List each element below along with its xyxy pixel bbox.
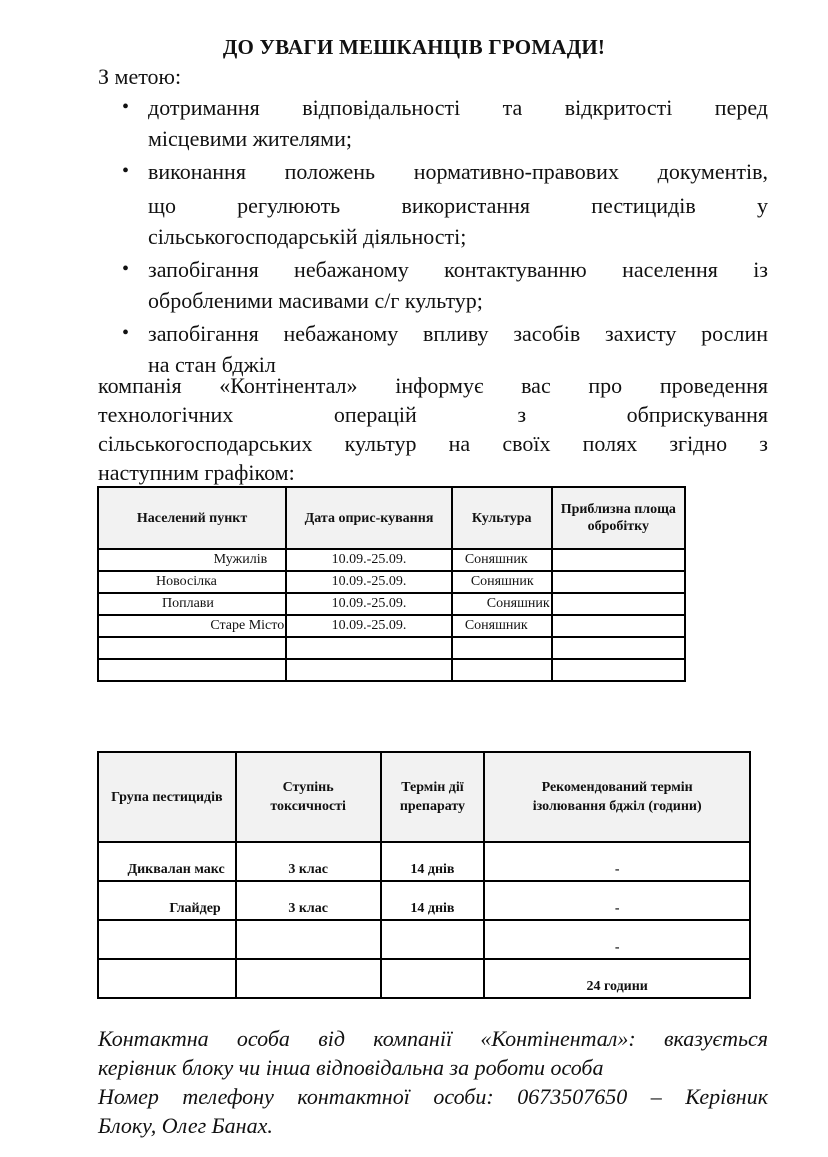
- contact-phone-line: Номер телефону контактної особи: 0673507650 – Керівник: [98, 1084, 768, 1109]
- header-toxicity: Ступінь токсичності: [236, 752, 381, 842]
- cell-crop: [452, 637, 552, 659]
- table-row: [98, 571, 685, 593]
- header-duration: Термін дії препарату: [381, 752, 485, 842]
- list-item-text: сільськогосподарській діяльності;: [148, 224, 467, 249]
- header-spray-date: Дата оприс-кування: [286, 487, 452, 549]
- cell-area: [552, 637, 685, 659]
- cell-area: [552, 659, 685, 681]
- bullet-icon: •: [122, 322, 130, 344]
- paragraph-line: технологічних операцій з обприскування: [98, 402, 768, 427]
- contact-line: Контактна особа від компанії «Контінентал»: вказується: [98, 1026, 768, 1051]
- cell-isolation: -: [484, 842, 750, 881]
- cell-toxicity: 3 клас: [236, 881, 381, 920]
- cell-pesticide: [98, 959, 236, 998]
- cell-crop: Соняшник: [452, 615, 552, 637]
- paragraph-line: сільськогосподарських культур на своїх полях згідно з: [98, 431, 768, 456]
- list-item: [98, 92, 768, 154]
- bullet-icon: •: [122, 258, 130, 280]
- spraying-schedule-table: [97, 486, 686, 682]
- list-item: [98, 254, 768, 316]
- cell-pesticide: Глайдер: [98, 881, 236, 920]
- cell-isolation: -: [484, 881, 750, 920]
- list-item-text: обробленими масивами с/г культур;: [148, 288, 483, 313]
- cell-date: [286, 659, 452, 681]
- cell-toxicity: [236, 959, 381, 998]
- table-row: [98, 959, 750, 998]
- contact-line: керівник блоку чи інша відповідальна за роботи особа: [98, 1055, 604, 1080]
- cell-area: [552, 549, 685, 571]
- cell-toxicity: 3 клас: [236, 842, 381, 881]
- cell-duration: 14 днів: [381, 842, 485, 881]
- list-item-text: місцевими жителями;: [148, 126, 352, 151]
- bullet-icon: •: [122, 160, 130, 182]
- table-row: [98, 842, 750, 881]
- table-header-row: [98, 487, 685, 549]
- info-paragraph: [98, 371, 768, 487]
- cell-isolation: -: [484, 920, 750, 959]
- cell-date: 10.09.-25.09.: [286, 615, 452, 637]
- cell-settlement: [98, 637, 286, 659]
- intro-text: З метою:: [98, 64, 182, 89]
- cell-duration: [381, 920, 485, 959]
- header-pesticide-group: Група пестицидів: [98, 752, 236, 842]
- paragraph-line: наступним графіком:: [98, 460, 295, 485]
- bullet-icon: •: [122, 96, 130, 118]
- cell-duration: [381, 959, 485, 998]
- cell-area: [552, 593, 685, 615]
- contact-line: Блоку, Олег Банах.: [98, 1113, 273, 1138]
- contact-info: [98, 1024, 768, 1140]
- header-settlement: Населений пункт: [98, 487, 286, 549]
- list-item: [98, 156, 768, 252]
- cell-pesticide: [98, 920, 236, 959]
- cell-settlement: [98, 659, 286, 681]
- list-item-text: запобігання небажаному впливу засобів захисту рослин: [148, 321, 768, 346]
- cell-area: [552, 615, 685, 637]
- cell-toxicity: [236, 920, 381, 959]
- cell-crop: Соняшник: [452, 593, 552, 615]
- table-row: [98, 593, 685, 615]
- cell-settlement: Старе Місто: [98, 615, 286, 637]
- table-header-row: [98, 752, 750, 842]
- table-row: [98, 920, 750, 959]
- pesticide-table: [97, 751, 751, 999]
- cell-date: [286, 637, 452, 659]
- goals-list: [98, 92, 768, 380]
- table-row: [98, 615, 685, 637]
- table-row: [98, 549, 685, 571]
- paragraph-line: компанія «Контінентал» інформує вас про проведення: [98, 373, 768, 398]
- header-crop: Культура: [452, 487, 552, 549]
- header-bee-isolation: Рекомендований термін ізолювання бджіл (години): [484, 752, 750, 842]
- cell-settlement: Поплави: [98, 593, 286, 615]
- cell-pesticide: Диквалан макс: [98, 842, 236, 881]
- cell-crop: Соняшник: [452, 571, 552, 593]
- list-item-text: на стан бджіл: [148, 352, 276, 377]
- cell-date: 10.09.-25.09.: [286, 549, 452, 571]
- table-row: [98, 881, 750, 920]
- table-row: [98, 659, 685, 681]
- list-item-text: дотримання відповідальності та відкритості перед: [148, 95, 768, 120]
- page-title: ДО УВАГИ МЕШКАНЦІВ ГРОМАДИ!: [222, 35, 606, 59]
- table-row: [98, 637, 685, 659]
- cell-area: [552, 571, 685, 593]
- cell-duration: 14 днів: [381, 881, 485, 920]
- cell-crop: Соняшник: [452, 549, 552, 571]
- list-item-text: запобігання небажаному контактуванню населення із: [148, 257, 768, 282]
- cell-settlement: Мужилів: [98, 549, 286, 571]
- cell-settlement: Новосілка: [98, 571, 286, 593]
- cell-isolation: 24 години: [484, 959, 750, 998]
- list-item-text: що регулюють використання пестицидів у: [148, 193, 768, 218]
- list-item-text: виконання положень нормативно-правових документів,: [148, 159, 768, 184]
- cell-date: 10.09.-25.09.: [286, 593, 452, 615]
- header-area: Приблизна площа обробітку: [552, 487, 685, 549]
- cell-crop: [452, 659, 552, 681]
- cell-date: 10.09.-25.09.: [286, 571, 452, 593]
